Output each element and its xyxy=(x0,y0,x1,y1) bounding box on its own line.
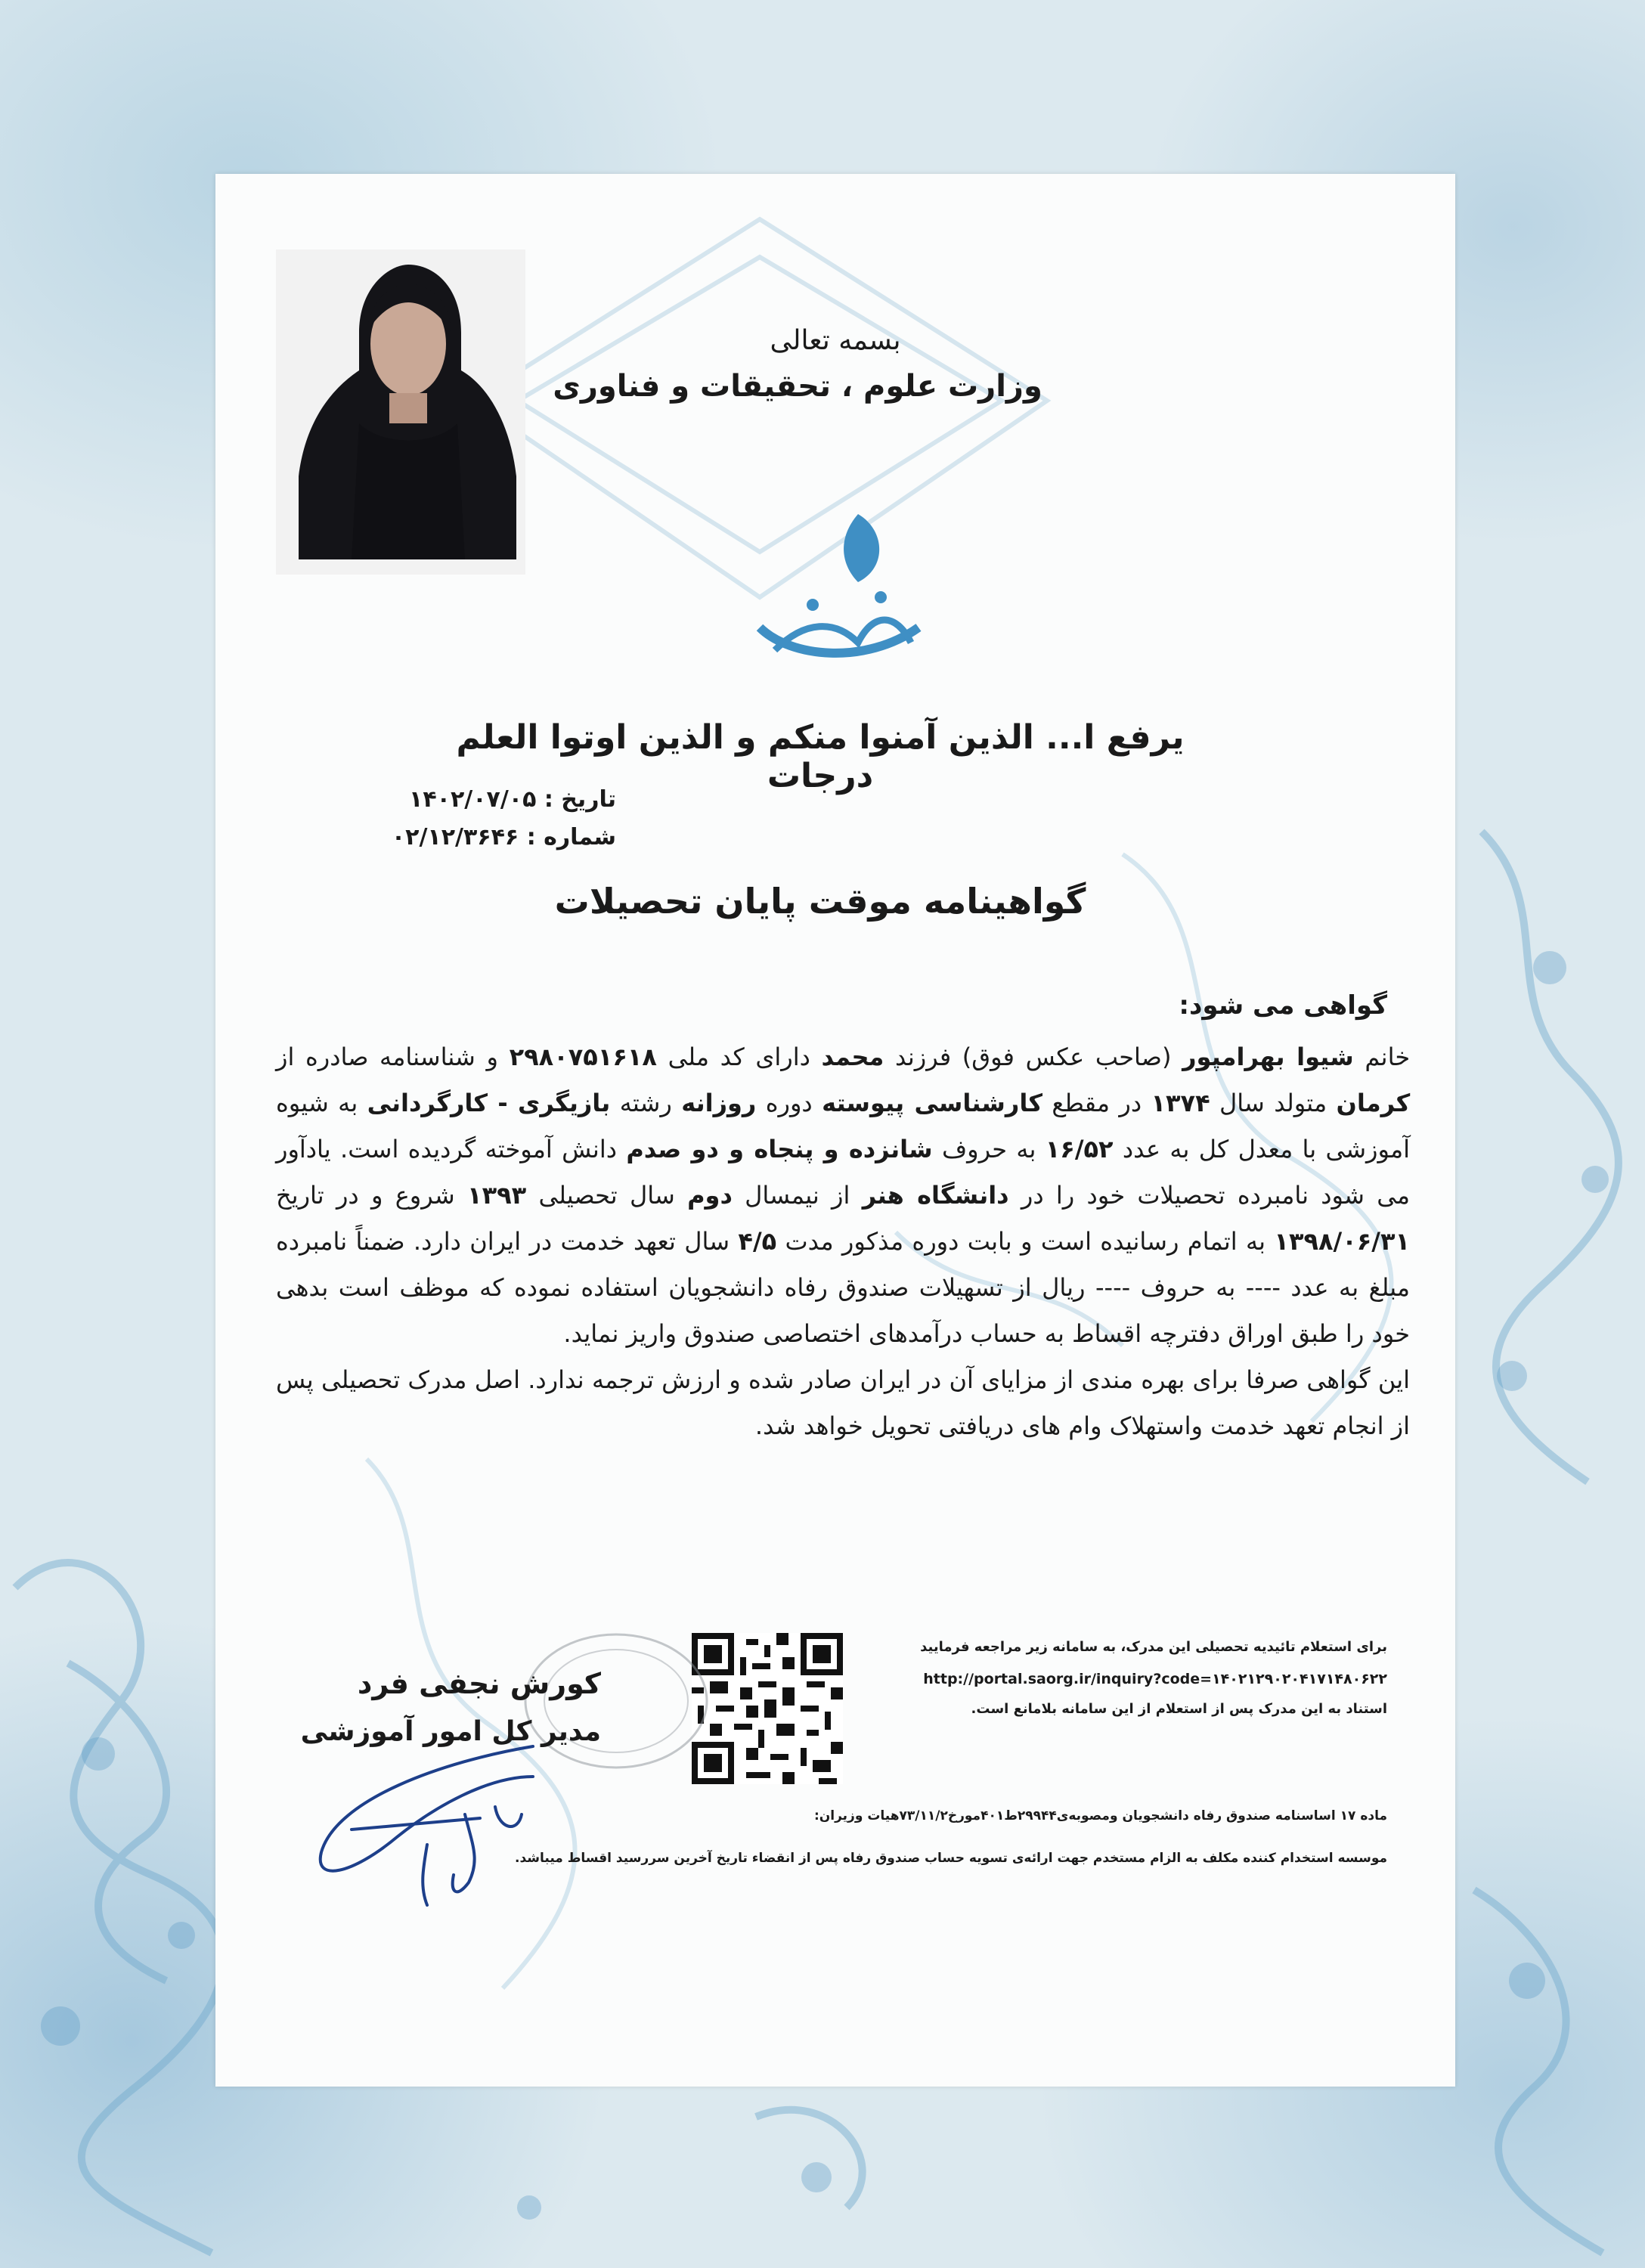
body-text: سال تعهد خدمت در ایران دارد. ضمناً نامبرده مبلغ به عدد ---- به حروف ---- ریال از تسهیلات صندوق رفاه دانشجویان استفاده نموده که موظف است بدهی خود را طبق اوراق دفترچه اقساط به حساب درآمدهای اختصاصی صندوق واریز نماید. xyxy=(276,1227,1410,1348)
body-text: دانش آموخته گردیده است. xyxy=(340,1135,617,1163)
birth-year: ۱۳۷۴ xyxy=(1151,1089,1210,1117)
start-semester: دوم xyxy=(687,1181,733,1210)
signature xyxy=(291,1731,548,1920)
ministry-name: وزارت علوم ، تحقیقات و فناوری xyxy=(553,369,1042,404)
gpa-number: ۱۶/۵۲ xyxy=(1045,1135,1114,1163)
reference-number: شماره : ۰۲/۱۲/۳۶۴۶ xyxy=(391,824,616,850)
body-text: به اتمام رسانیده است و بابت دوره مذکور مدت xyxy=(785,1227,1266,1256)
body-text: شروع و در تاریخ xyxy=(276,1181,455,1210)
body-text: دارای کد ملی xyxy=(668,1043,810,1071)
university-name: دانشگاه هنر xyxy=(862,1181,1009,1210)
father-name: محمد xyxy=(821,1043,884,1071)
signer-name: کورش نجفی فرد xyxy=(357,1667,601,1700)
body-text: سال تحصیلی xyxy=(538,1181,675,1210)
document-title: گواهینامه موقت پایان تحصیلات xyxy=(554,881,1086,922)
student-photo xyxy=(276,249,525,575)
footnote-employer-obligation: موسسه استخدام کننده مکلف به الزام مستخدم جهت ارائه‌ی تسویه حساب صندوق رفاه پس از انقضاء تاریخ آخرین سررسید اقساط میباشد. xyxy=(515,1851,1387,1866)
major: بازیگری - کارگردانی xyxy=(367,1089,611,1117)
body-text: در مقطع xyxy=(1052,1089,1142,1117)
national-id: ۲۹۸۰۷۵۱۶۱۸ xyxy=(509,1043,657,1071)
qr-code[interactable] xyxy=(692,1633,843,1784)
course-type: روزانه xyxy=(681,1089,757,1117)
verify-note: استناد به این مدرک پس از استعلام از این سامانه بلامانع است. xyxy=(971,1701,1387,1717)
body-text: به شیوه آموزشی با معدل کل به عدد xyxy=(276,1089,1411,1163)
university-logo xyxy=(745,499,934,696)
body-text: به حروف xyxy=(941,1135,1036,1163)
body-text: (صاحب عکس فوق) فرزند xyxy=(895,1043,1172,1071)
basmala: بسمه تعالی xyxy=(770,325,901,356)
certifies-heading: گواهی می شود: xyxy=(1179,990,1387,1021)
body-text: این گواهی صرفا برای بهره مندی از مزایای آن در ایران صادر شده و ارزش ترجمه ندارد. اصل مدرک تحصیلی پس از انجام تعهد خدمت واستهلاک وام های دریافتی تحویل خواهد شد. xyxy=(276,1365,1410,1440)
body-text: یادآور می شود نامبرده تحصیلات خود را در xyxy=(276,1135,1411,1210)
body-text: از نیمسال xyxy=(745,1181,850,1210)
start-year: ۱۳۹۳ xyxy=(467,1181,527,1210)
body-text: رشته xyxy=(619,1089,672,1117)
end-date: ۱۳۹۸/۰۶/۳۱ xyxy=(1274,1227,1411,1256)
body-text: دوره xyxy=(765,1089,813,1117)
person-photo-icon xyxy=(276,249,525,575)
student-name: شیوا بهرامپور xyxy=(1182,1043,1354,1071)
certificate-body xyxy=(276,1034,1410,1449)
body-text: خانم xyxy=(1365,1043,1411,1071)
verify-instruction: برای استعلام تائیدیه تحصیلی این مدرک، به سامانه زیر مراجعه فرمایید xyxy=(920,1639,1387,1655)
gpa-words: شانزده و پنجاه و دو صدم xyxy=(626,1135,933,1163)
service-years: ۴/۵ xyxy=(738,1227,777,1256)
certificate-paper xyxy=(215,174,1455,2087)
birth-city: کرمان xyxy=(1336,1089,1411,1117)
footnote-law-reference: ماده ۱۷ اساسنامه صندوق رفاه دانشجویان ومصوبه‌ی۲۹۹۴۴ط۴۰۱مورخ۷۳/۱۱/۲هیات وزیران: xyxy=(813,1808,1387,1823)
quran-verse: یرفع ا... الذین آمنوا منکم و الذین اوتوا العلم درجات xyxy=(456,718,1185,795)
issue-date: تاریخ : ۱۴۰۲/۰۷/۰۵ xyxy=(409,786,616,813)
body-text: و شناسنامه صادره از xyxy=(276,1043,498,1071)
signer-title: مدیر کل امور آموزشی xyxy=(300,1716,601,1747)
degree-level: کارشناسی پیوسته xyxy=(822,1089,1042,1117)
verify-url-link[interactable]: http://portal.saorg.ir/inquiry?code=۱۴۰۲۱۲۹۰۲۰۴۱۷۱۴۸۰۶۲۲ xyxy=(923,1671,1387,1687)
body-text: متولد سال xyxy=(1219,1089,1327,1117)
